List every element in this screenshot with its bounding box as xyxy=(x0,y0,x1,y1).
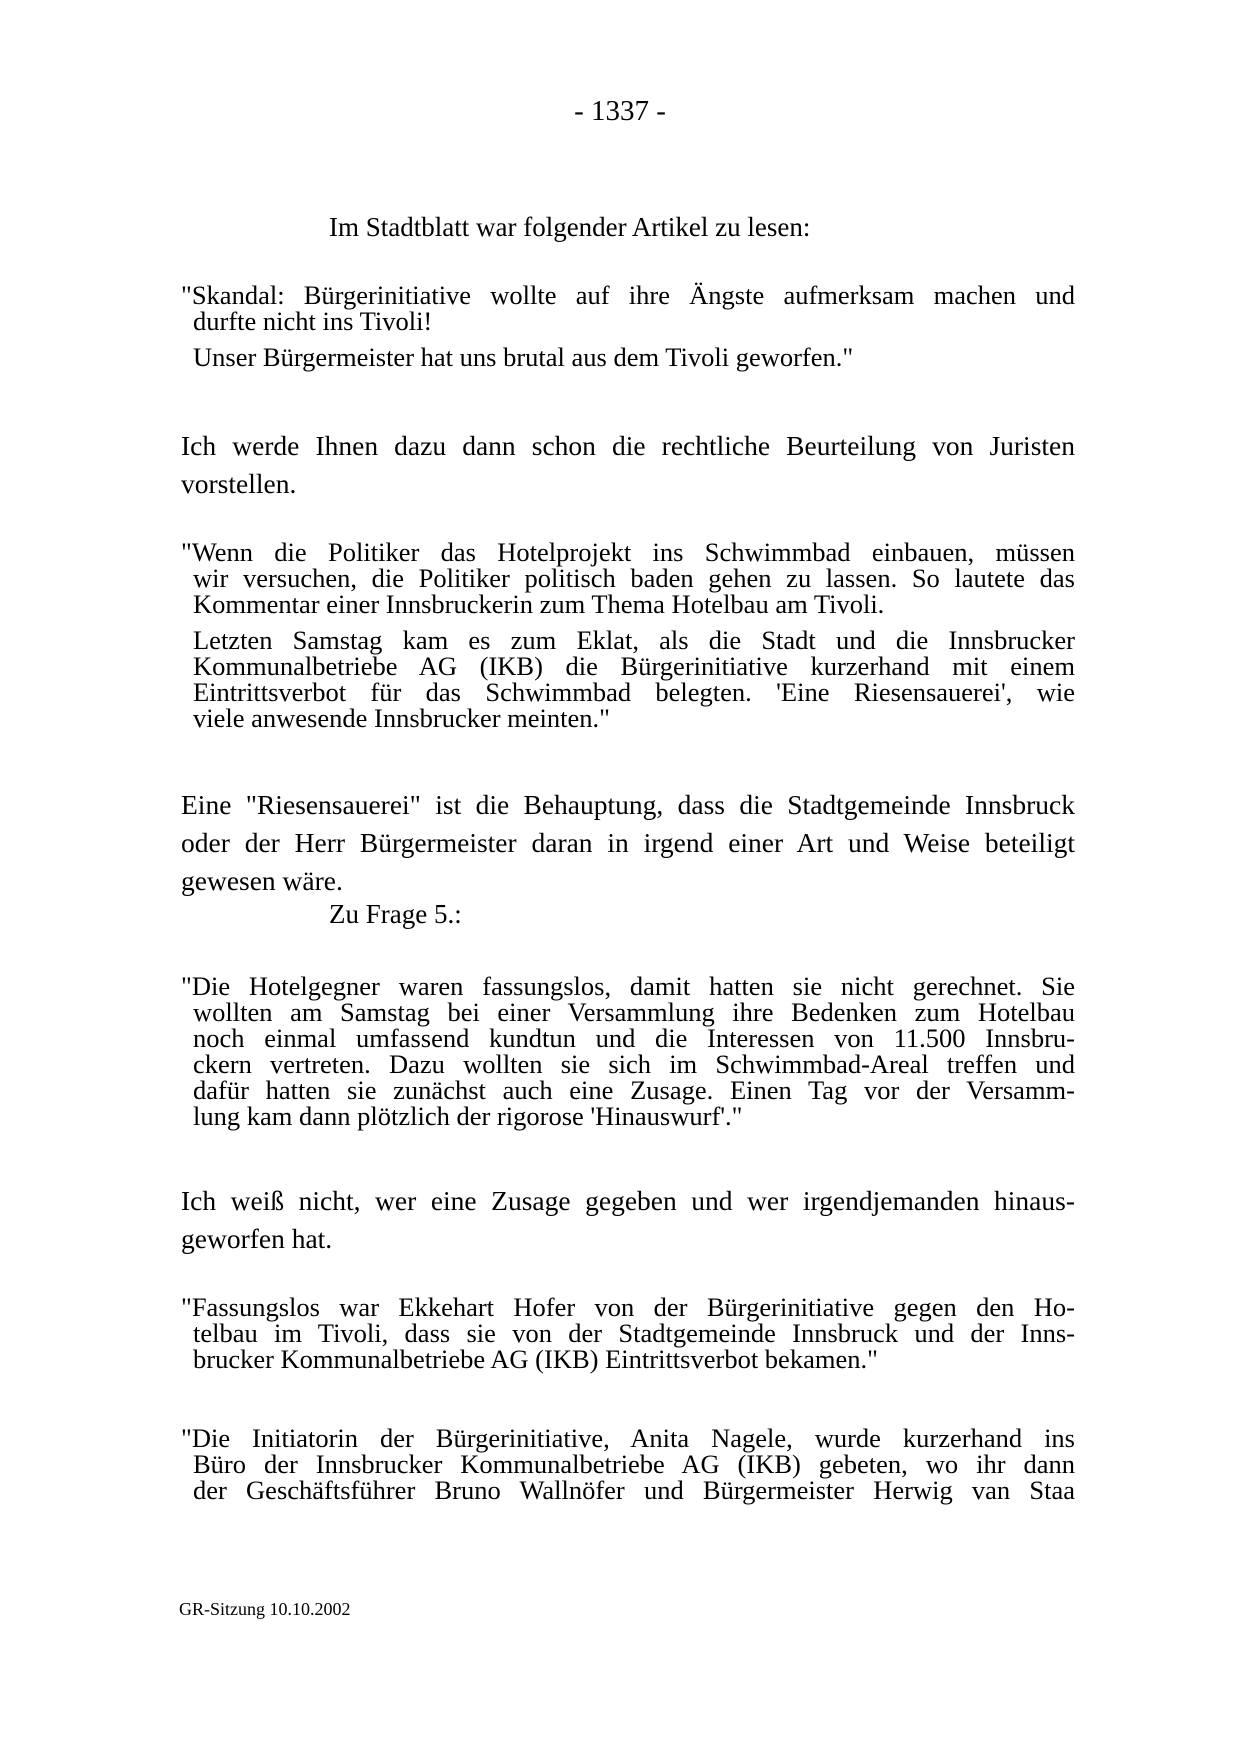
quote-line: ckern vertreten. Dazu wollten sie sich im Schwimmbad-Areal treffen und xyxy=(193,1049,1075,1079)
quote-initiatorin xyxy=(181,1425,1075,1503)
quote-line: wollten am Samstag bei einer Versammlung ihre Bedenken zum Hotelbau xyxy=(193,997,1075,1027)
paragraph-line: vorstellen. xyxy=(181,468,297,499)
question-heading: Zu Frage 5.: xyxy=(329,899,462,929)
quote-line: durfte nicht ins Tivoli! xyxy=(193,306,433,336)
paragraph-riesensauerei xyxy=(181,786,1075,900)
quote-line: "Fassungslos war Ekkehart Hofer von der Bürgerinitiative gegen den Ho- xyxy=(181,1292,1075,1322)
quote-hotelprojekt xyxy=(181,539,1075,731)
paragraph-line: Eine "Riesensauerei" ist die Behauptung, dass die Stadtgemeinde Innsbruck xyxy=(181,789,1075,820)
quote-line: brucker Kommunalbetriebe AG (IKB) Eintrittsverbot bekamen." xyxy=(193,1344,878,1374)
quote-line: "Die Initiatorin der Bürgerinitiative, Anita Nagele, wurde kurzerhand ins xyxy=(181,1423,1075,1453)
quote-skandal xyxy=(181,282,1075,370)
quote-line: Kommunalbetriebe AG (IKB) die Bürgerinitiative kurzerhand mit einem xyxy=(193,651,1075,681)
quote-line: der Geschäftsführer Bruno Wallnöfer und Bürgermeister Herwig van Staa xyxy=(193,1475,1075,1505)
quote-line: wir versuchen, die Politiker politisch baden gehen zu lassen. So lautete das xyxy=(193,563,1075,593)
intro-line: Im Stadtblatt war folgender Artikel zu lesen: xyxy=(329,212,811,242)
quote-line: noch einmal umfassend kundtun und die Interessen von 11.500 Innsbru- xyxy=(193,1023,1075,1053)
quote-fassungslos xyxy=(181,1294,1075,1372)
quote-hotelgegner xyxy=(181,973,1075,1129)
paragraph-zusage xyxy=(181,1182,1075,1258)
quote-line: telbau im Tivoli, dass sie von der Stadtgemeinde Innsbruck und der Inns- xyxy=(193,1318,1075,1348)
paragraph-juristen xyxy=(181,427,1075,503)
quote-line: "Wenn die Politiker das Hotelprojekt ins Schwimmbad einbauen, müssen xyxy=(181,537,1075,567)
quote-line: viele anwesende Innsbrucker meinten." xyxy=(193,703,610,733)
footer-session: GR-Sitzung 10.10.2002 xyxy=(179,1599,351,1619)
paragraph-line: Ich weiß nicht, wer eine Zusage gegeben und wer irgendjemanden hinaus- xyxy=(181,1185,1075,1216)
quote-line: Eintrittsverbot für das Schwimmbad belegten. 'Eine Riesensauerei', wie xyxy=(193,677,1075,707)
quote-line: dafür hatten sie zunächst auch eine Zusage. Einen Tag vor der Versamm- xyxy=(193,1075,1075,1105)
quote-line: Kommentar einer Innsbruckerin zum Thema Hotelbau am Tivoli. xyxy=(193,589,885,619)
quote-line: Letzten Samstag kam es zum Eklat, als die Stadt und die Innsbrucker xyxy=(193,625,1075,655)
quote-line: "Die Hotelgegner waren fassungslos, damit hatten sie nicht gerechnet. Sie xyxy=(181,971,1075,1001)
quote-line: Unser Bürgermeister hat uns brutal aus dem Tivoli geworfen." xyxy=(193,342,854,372)
quote-line: "Skandal: Bürgerinitiative wollte auf ihre Ängste aufmerksam machen und xyxy=(181,280,1075,310)
paragraph-line: gewesen wäre. xyxy=(181,865,343,896)
quote-line: Büro der Innsbrucker Kommunalbetriebe AG (IKB) gebeten, wo ihr dann xyxy=(193,1449,1075,1479)
page-number: - 1337 - xyxy=(574,95,666,127)
quote-line: lung kam dann plötzlich der rigorose 'Hinauswurf'." xyxy=(193,1101,743,1131)
paragraph-line: geworfen hat. xyxy=(181,1223,333,1254)
paragraph-line: oder der Herr Bürgermeister daran in irgend einer Art und Weise beteiligt xyxy=(181,827,1075,858)
paragraph-line: Ich werde Ihnen dazu dann schon die rechtliche Beurteilung von Juristen xyxy=(181,430,1075,461)
